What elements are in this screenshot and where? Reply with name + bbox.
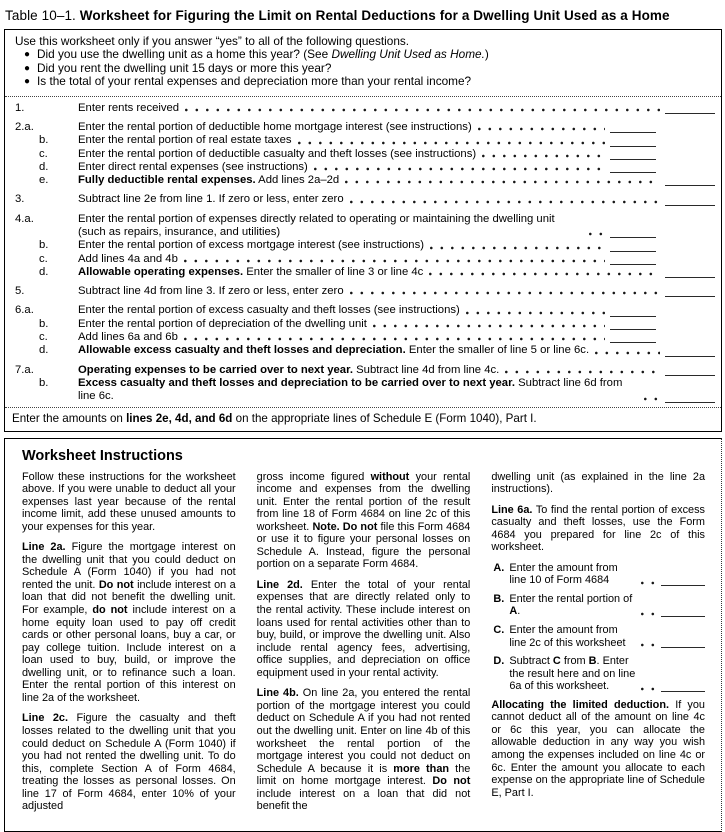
line-number: e. [39,174,49,187]
text-segment: Enter the rental portion of excess mortgage interest (see instructions) [78,239,424,252]
instruction-column [491,471,705,813]
line-number: c. [39,252,48,265]
text-segment: the limit on home mortgage interest. [256,762,471,788]
worksheet-line [15,134,718,147]
amount-blank [665,364,715,376]
line-text [78,134,292,147]
dot-leader [505,364,660,376]
line-number: b. [39,134,49,147]
text-segment: Enter the rental portion of real estate taxes [78,134,292,147]
text-segment: Enter rents received [78,101,180,114]
text-segment: do not [92,604,128,617]
instruction-column [22,471,236,813]
text-segment: Enter the rental portion of expenses directly related to operating or maintaining the dwelling unit (such as repairs, insurance, and utilities) [78,212,555,238]
amount-blank [610,226,656,238]
amount-blank [610,148,656,160]
amount-blank [661,680,705,692]
instruction-paragraph [257,579,471,679]
instructions-columns [22,471,705,813]
worksheet-line [15,344,718,357]
dot-leader [644,391,660,403]
worksheet-line [15,318,718,331]
text-segment: from [560,655,589,668]
text-segment: Excess casualty and theft losses and depreciation to be carried over to next year. [78,376,515,389]
dot-leader [478,121,605,133]
text-segment: Line 6a. [491,503,533,516]
text-segment: Enter the smaller of line 5 or line 6c. [405,344,590,357]
worksheet-line [15,239,718,252]
text-segment: Enter the amount from line 10 of Form 4684 [509,561,618,587]
line-text [78,148,476,161]
line-text [78,331,178,344]
amount-blank [610,305,656,317]
mini-worksheet-item [493,624,705,649]
line-number: 1. [15,101,25,114]
amount-blank [610,318,656,330]
dot-leader [350,194,660,206]
line-number: 4.a. [15,212,34,225]
mini-item-letter: C. [493,624,505,637]
dot-leader [314,161,605,173]
bullet-icon: ● [24,76,31,88]
text-segment: Allowable operating expenses. [78,265,244,278]
text-segment: Add lines 2a–2d [255,174,340,187]
line-text [78,344,589,357]
mini-worksheet-item [493,593,705,618]
text-segment: Did you rent the dwelling unit 15 days or more this year? [37,60,332,75]
intro-note [5,30,721,96]
worksheet-line [15,304,718,317]
amount-blank [665,102,715,114]
amount-blank [665,345,715,357]
text-segment: Enter the rental portion of depreciation of the dwelling unit [78,317,367,330]
text-segment: Fully deductible rental expenses. [78,174,256,187]
line-number: 5. [15,285,25,298]
line-number: d. [39,344,49,357]
text-segment: Do not [342,520,378,533]
amount-blank [665,391,715,403]
line-text [78,318,367,331]
dot-leader [350,285,660,297]
dot-leader [595,345,660,357]
text-segment: include interest on a loan that did not benefit the [256,787,471,813]
amount-blank [665,194,715,206]
dot-leader [184,331,605,343]
text-segment: Figure the mortgage interest on the dwelling unit that you could deduct on Schedule A (Form 1040) if you had not rented the unit. [22,541,236,591]
text-segment: Follow these instructions for the worksheet above. If you were unable to deduct all your expenses last year because of the rental income limit, add these unused amounts to your expenses for this year. [22,470,236,533]
text-segment: your rental income and expenses from the dwelling unit. Enter the rental portion of the result from line 18 of Form 4684 on line 2c of this worksheet. [256,470,471,533]
text-segment: include interest on a home equity loan used to pay off credit cards or other personal loans, buy a car, or pay college tuition. Include interest on a loan used to buy, build, or improve the dwelling unit, or to refinance such a loan. Enter the rental portion of this interest on line 2a of the worksheet. [22,604,236,704]
line-text [78,102,179,115]
text-segment: ) [484,47,489,62]
text-segment: Enter the total of your rental expenses that are directly related only to the rental activity. These include interest on loans used for rental activities other than to buy, build, or improve the dwelling unit. Also include rental agency fees, advertising, office supplies, and depreciation on office equipment used in your rental activity. [256,578,471,679]
text-segment: . Enter the result here and on line 6a of this worksheet. [509,655,636,693]
worksheet-line [15,331,718,344]
line-text [78,174,339,187]
text-segment: Enter the rental portion of deductible home mortgage interest (see instructions) [78,120,472,133]
text-segment: B [588,655,597,668]
text-segment: Operating expenses to be carried over to next year. [78,363,353,376]
line-number: 6.a. [15,304,34,317]
amount-blank [661,574,705,586]
text-segment: Did you use the dwelling unit as a home this year? (See [37,47,332,62]
worksheet-lines [5,96,721,407]
instruction-paragraph [22,471,236,534]
instruction-paragraph [491,471,705,496]
dot-leader [298,135,605,147]
footer-text: Enter the amounts on [12,411,127,425]
dot-leader [482,148,605,160]
line-text [78,304,460,317]
mini-item-text [509,655,637,693]
text-segment: Enter the rental portion of excess casualty and theft losses (see instructions) [78,304,460,317]
intro-bullet [24,75,713,88]
mini-item-letter: B. [493,592,505,605]
worksheet-line [15,193,718,206]
intro-bullet [24,48,713,61]
line-text [78,161,308,174]
mini-item-letter: A. [493,561,505,574]
line-number: 3. [15,193,25,206]
mini-worksheet-item [493,562,705,587]
worksheet-line [15,266,718,279]
text-segment: include interest on a loan that did not benefit the dwelling unit. For example, [22,578,236,617]
dot-leader [641,637,657,649]
instruction-paragraph [491,504,705,554]
worksheet-line [15,285,718,298]
text-segment: Enter direct rental expenses (see instructions) [78,160,308,173]
amount-blank [610,331,656,343]
mini-item-text [509,624,637,649]
text-segment: Enter the rental portion of [509,592,633,605]
dot-leader [466,305,605,317]
worksheet-line [15,161,718,174]
dot-leader [345,174,660,186]
line-number: c. [39,147,48,160]
amount-blank [661,636,705,648]
table-title-text: Worksheet for Figuring the Limit on Rental Deductions for a Dwelling Unit Used as a Home [79,8,670,23]
worksheet-line [15,253,718,266]
text-segment: Note. [312,520,340,533]
text-segment: Subtract line 4d from line 4c. [353,363,500,376]
table-number: Table 10–1. [5,8,76,23]
mini-item-text [509,562,637,587]
text-segment: Is the total of your rental expenses and depreciation more than your rental income? [37,74,472,89]
page-title [5,7,722,24]
text-segment: Do not [432,775,471,788]
text-segment: Subtract line 2e from line 1. If zero or less, enter zero [78,193,344,206]
instruction-paragraph [257,471,471,571]
text-segment: Subtract [509,655,553,668]
footer-text: on the appropriate lines of Schedule E (Form 1040), Part I. [232,411,537,425]
instruction-column [257,471,471,813]
dot-leader [429,266,660,278]
amount-blank [610,161,656,173]
line-number: 2.a. [15,120,34,133]
text-segment: C [552,655,561,668]
instructions-heading: Worksheet Instructions [22,447,183,464]
text-segment: On line 2a, you entered the rental portion of the mortgage interest you could deduct on Schedule A if you had not rented out the dwelling unit. Enter on line 4b of this worksheet the rental portion of the mortgage interest you could not deduct on Schedule A because it is [256,687,471,775]
text-segment: without [370,470,410,483]
text-segment: Line 2a. [22,541,66,554]
bullet-text [37,62,331,75]
amount-blank [610,121,656,133]
amount-blank [665,285,715,297]
text-segment: Dwelling Unit Used as Home. [331,47,485,62]
text-segment: If you cannot deduct all of the amount on line 4c or 6c this year, you can allocate the allowable deduction in any way you wish among the expenses included on line 4c or 6c. Enter the amount you allocate to each expense on the appropriate line of Schedule E, Part I. [491,698,705,799]
text-segment: Add lines 4a and 4b [78,252,178,265]
line-number: b. [39,239,49,252]
mini-item-letter: D. [493,655,505,668]
line-number: b. [39,376,49,389]
line-text [78,266,423,279]
worksheet-box [4,29,722,432]
text-segment: Subtract line 6d from line 6c. [78,376,623,403]
bullet-icon: ● [24,62,31,74]
text-segment: Line 2d. [256,578,303,591]
text-segment: gross income figured [256,470,371,483]
worksheet-line [15,377,718,404]
intro-lead: Use this worksheet only if you answer “yes” to all of the following questions. [15,34,410,48]
text-segment: Allowable excess casualty and theft losses and depreciation. [78,344,406,357]
amount-blank [610,253,656,265]
dot-leader [373,318,605,330]
line-text [78,377,638,404]
line-number: b. [39,317,49,330]
amount-blank [661,605,705,617]
line-number: c. [39,331,48,344]
worksheet-line [15,148,718,161]
text-segment: Figure the casualty and theft losses related to the dwelling unit that you could deduct on Schedule A (Form 1040) if you had not rented the dwelling unit. To do this, complete Section A of Form 4684, treating the losses as personal losses. On line 17 of Form 4684, enter 10% of your adjusted [22,712,236,813]
text-segment: Line 2c. [22,712,68,725]
intro-bullet [24,62,713,75]
intro-bullet-list [15,48,713,88]
worksheet-line [15,364,718,377]
text-segment: Do not [98,578,134,591]
dot-leader [641,606,657,618]
text-segment: Enter the rental portion of deductible casualty and theft losses (see instructions) [78,147,477,160]
worksheet-line [15,102,718,115]
text-segment: Enter the amount from line 2c of this worksheet [509,624,626,649]
worksheet-line [15,121,718,134]
line-text [78,121,472,134]
line-text [78,364,499,377]
text-segment: . [517,605,521,618]
text-segment: Allocating the limited deduction. [491,698,670,711]
mini-worksheet-item [493,655,705,693]
bullet-text [37,75,471,88]
worksheet-line [15,174,718,187]
text-segment: Line 4b. [256,687,299,700]
instruction-paragraph [22,712,236,812]
amount-blank [665,266,715,278]
instruction-paragraph [22,541,236,704]
text-segment: Enter the smaller of line 3 or line 4c [243,265,424,278]
line-text [78,239,424,252]
instructions-box [4,438,722,832]
mini-item-text [509,593,637,618]
text-segment: file this Form 4684 or use it to figure your personal losses on Schedule A. Instead, figure the personal portion on a separate Form 4684. [256,520,471,571]
text-segment: Add lines 6a and 6b [78,331,178,344]
instruction-paragraph [491,699,705,799]
worksheet-footer-note [5,407,721,431]
line-text [78,213,583,240]
dot-leader [185,102,660,114]
text-segment: A [509,605,518,618]
line-text [78,193,344,206]
line-number: 7.a. [15,363,34,376]
worksheet-line [15,213,718,240]
line-text [78,253,178,266]
dot-leader [641,575,657,587]
bullet-icon: ● [24,49,31,61]
dot-leader [184,253,605,265]
text-segment: dwelling unit (as explained in the line 2a instructions). [491,470,705,496]
instruction-paragraph [257,687,471,812]
dot-leader [430,240,605,252]
dot-leader [589,226,605,238]
line-number: d. [39,265,49,278]
text-segment: more than [393,762,450,775]
dot-leader [641,681,657,693]
line-number: d. [39,160,49,173]
bullet-text [37,48,489,61]
line-text [78,285,344,298]
amount-blank [665,174,715,186]
text-segment: To find the rental portion of excess casualty and theft losses, use the Form 4684 you prepared for line 2c of this worksheet. [491,503,705,554]
text-segment: Subtract line 4d from line 3. If zero or less, enter zero [78,285,344,298]
amount-blank [610,135,656,147]
footer-text: lines 2e, 4d, and 6d [126,411,233,425]
amount-blank [610,240,656,252]
